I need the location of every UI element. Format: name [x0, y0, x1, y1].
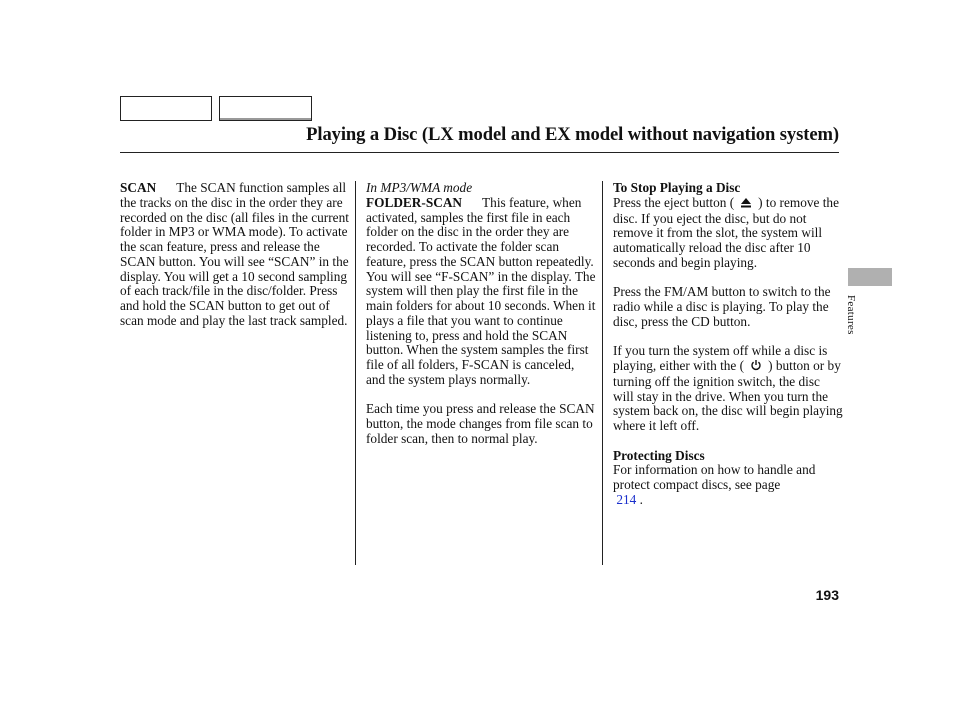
off-text-post: ) button or by turning off the ignition switch, the disc will stay in the drive. When you turn the system back on, the disc will begin playing where it left off. [613, 358, 843, 433]
title-rule [120, 152, 839, 153]
scan-text: The SCAN function samples all the tracks on the disc in the order they are recorded on the disc (all files in the current folder in MP3 or WMA mode). To activate the scan feature, press and release the SCAN button. You will see “SCAN” in the display. You will get a 10 second sampling of each track/file in the disc/folder. Press and hold the SCAN button to get out of scan mode and play the last track sampled. [120, 180, 349, 328]
page-number: 193 [815, 587, 839, 603]
mode-note: In MP3/WMA mode [366, 180, 473, 195]
column-divider-1 [355, 181, 356, 565]
eject-icon [734, 197, 758, 212]
scan-heading: SCAN [120, 180, 157, 195]
nav-box-next[interactable] [219, 96, 312, 121]
page-title: Playing a Disc (LX model and EX model without navigation system) [306, 124, 839, 145]
column-scan [120, 181, 352, 329]
section-tab [848, 268, 892, 286]
column-stop [613, 181, 843, 508]
stop-text-pre: Press the eject button ( [613, 194, 735, 210]
page-214-link[interactable]: 214 [616, 491, 637, 507]
nav-box-previous[interactable] [120, 96, 212, 121]
protect-text: For information on how to handle and protect compact discs, see page [613, 462, 816, 492]
fm-text: Press the FM/AM button to switch to the radio while a disc is playing. To play the disc, press the CD button. [613, 284, 831, 329]
folder-scan-text: This feature, when activated, samples the first file in each folder on the disc in the order they are recorded. To activate the folder scan feature, press the SCAN button repeatedly. You will see “F-SCAN” in the display. The system will then play the first file in the main folders for about 10 seconds. When it plays a file that you want to continue listening to, press and hold the SCAN button. When the system samples the first file of all folders, F-SCAN is canceled, and the system plays normally. [366, 194, 596, 387]
stop-heading: To Stop Playing a Disc [613, 180, 741, 195]
power-icon [744, 359, 768, 375]
off-text-pre: If you turn the system off while a disc is playing, either with the ( [613, 343, 828, 373]
stop-text-post: ) to remove the disc. If you eject the disc, but do not remove it from the slot, the system will automatically reload the disc after 10 seconds and begin playing. [613, 194, 839, 270]
column-divider-2 [602, 181, 603, 565]
folder-scan-heading: FOLDER-SCAN [366, 194, 463, 210]
protect-heading: Protecting Discs [613, 447, 705, 463]
protect-end: . [639, 491, 643, 507]
folder-scan-text-2: Each time you press and release the SCAN button, the mode changes from file scan to folder scan, then to normal play. [366, 401, 595, 446]
column-folder-scan [366, 181, 596, 447]
side-tab-label: Features [845, 295, 857, 335]
